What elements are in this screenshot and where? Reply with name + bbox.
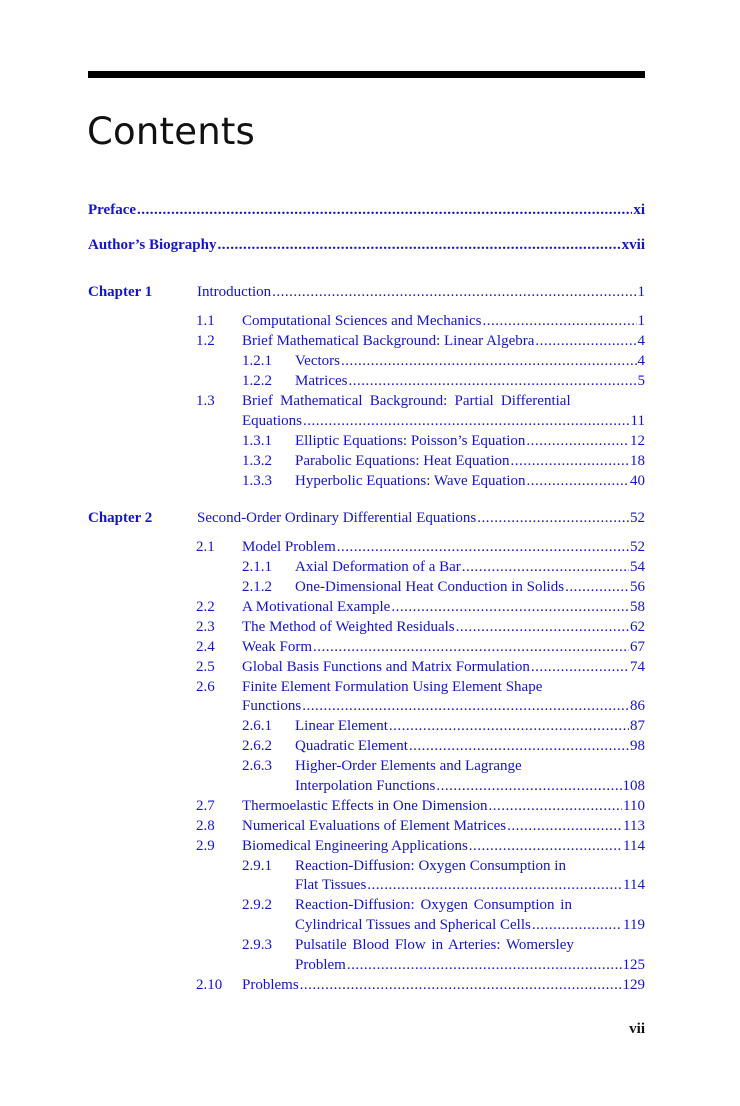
subsection-number: 1.2.2 (242, 373, 272, 389)
section-number: 1.1 (196, 313, 215, 329)
section-number: 2.4 (196, 639, 215, 655)
subsection-title: Parabolic Equations: Heat Equation (295, 453, 510, 469)
chapter-title: Introduction (197, 284, 272, 300)
toc-page-number: 125 (622, 957, 645, 973)
section-title-line2: Equations (242, 413, 302, 429)
toc-section[interactable] (196, 333, 645, 353)
toc-section[interactable] (196, 838, 645, 858)
toc-page-number: 74 (630, 659, 645, 675)
toc-page-number: 110 (623, 798, 645, 814)
toc-subsection[interactable] (242, 937, 645, 957)
subsection-number: 1.3.3 (242, 473, 272, 489)
section-title-line1: Finite Element Formulation Using Element Shape (242, 679, 543, 695)
section-title-line1: Brief Mathematical Background: Partial Differential (242, 393, 571, 409)
toc-page-number: 5 (637, 373, 645, 389)
toc-subsection[interactable] (242, 433, 645, 453)
page-title: Contents (87, 110, 256, 153)
subsection-number: 2.6.3 (242, 758, 272, 774)
subsection-title: Axial Deformation of a Bar (295, 559, 461, 575)
toc-page-number: 114 (623, 838, 645, 854)
toc-page-number: 56 (630, 579, 645, 595)
section-title: Brief Mathematical Background: Linear Algebra (242, 333, 535, 349)
toc-subsection[interactable] (242, 373, 645, 393)
dot-leader (532, 917, 622, 934)
subsection-title-line1: Pulsatile Blood Flow in Arteries: Womersley (295, 937, 574, 953)
section-title: Model Problem (242, 539, 336, 555)
toc-section[interactable] (196, 798, 645, 818)
section-title: The Method of Weighted Residuals (242, 619, 455, 635)
toc-section[interactable] (196, 639, 645, 659)
toc-page-number: 58 (630, 599, 645, 615)
subsection-number: 1.3.2 (242, 453, 272, 469)
dot-leader (347, 957, 622, 974)
subsection-title-line2: Interpolation Functions (295, 778, 436, 794)
dot-leader (456, 619, 629, 636)
dot-leader (436, 778, 621, 795)
subsection-number: 2.9.2 (242, 897, 272, 913)
section-number: 2.6 (196, 679, 215, 695)
subsection-number: 1.3.1 (242, 433, 272, 449)
toc-entry-title: Preface (88, 202, 137, 218)
section-number: 2.10 (196, 977, 223, 993)
section-number: 2.3 (196, 619, 215, 635)
toc-page-number: xi (633, 202, 645, 218)
dot-leader (348, 373, 636, 390)
toc-page-number: 87 (630, 718, 645, 734)
section-number: 1.3 (196, 393, 215, 409)
subsection-number: 2.9.1 (242, 858, 272, 874)
dot-leader (526, 433, 629, 450)
dot-leader (565, 579, 629, 596)
toc-page-number: 62 (630, 619, 645, 635)
toc-section[interactable] (196, 679, 645, 699)
toc-subsection[interactable] (242, 758, 645, 778)
subsection-number: 2.6.2 (242, 738, 272, 754)
subsection-number: 2.1.2 (242, 579, 272, 595)
toc-subsection-continued[interactable] (295, 877, 645, 897)
subsection-number: 1.2.1 (242, 353, 272, 369)
dot-leader (469, 838, 622, 855)
dot-leader (527, 473, 629, 490)
page-number-footer: vii (629, 1021, 645, 1037)
chapter-label: Chapter 2 (88, 510, 153, 526)
toc-page-number: 119 (623, 917, 645, 933)
toc-page-number: 113 (623, 818, 645, 834)
section-number: 2.1 (196, 539, 215, 555)
section-title: Weak Form (242, 639, 313, 655)
dot-leader (217, 237, 620, 254)
dot-leader (409, 738, 629, 755)
dot-leader (489, 798, 623, 815)
toc-page-number: 11 (630, 413, 645, 429)
subsection-title: One-Dimensional Heat Conduction in Solids (295, 579, 565, 595)
section-title-line2: Functions (242, 698, 302, 714)
toc-section[interactable] (196, 659, 645, 679)
toc-entry-preface[interactable] (88, 202, 645, 222)
toc-page-number: 114 (623, 877, 645, 893)
subsection-number: 2.9.3 (242, 937, 272, 953)
subsection-number: 2.1.1 (242, 559, 272, 575)
dot-leader (483, 313, 637, 330)
dot-leader (341, 353, 637, 370)
toc-section[interactable] (196, 599, 645, 619)
toc-page-number: 4 (637, 333, 645, 349)
toc-subsection[interactable] (242, 897, 645, 917)
section-title: Computational Sciences and Mechanics (242, 313, 482, 329)
toc-section-continued[interactable] (242, 698, 645, 718)
section-title: Thermoelastic Effects in One Dimension (242, 798, 488, 814)
subsection-title-line1: Reaction-Diffusion: Oxygen Consumption in (295, 858, 566, 874)
toc-page-number: 1 (637, 313, 645, 329)
toc-chapter-2[interactable] (88, 510, 645, 530)
section-number: 2.2 (196, 599, 215, 615)
toc-section-continued[interactable] (242, 413, 645, 433)
dot-leader (367, 877, 622, 894)
dot-leader (462, 559, 629, 576)
toc-subsection[interactable] (242, 559, 645, 579)
toc-section[interactable] (196, 393, 645, 413)
toc-subsection[interactable] (242, 473, 645, 493)
toc-page-number: 12 (630, 433, 645, 449)
toc-section[interactable] (196, 818, 645, 838)
toc-page-number: xvii (621, 237, 645, 253)
toc-subsection[interactable] (242, 579, 645, 599)
toc-subsection-continued[interactable] (295, 778, 645, 798)
subsection-number: 2.6.1 (242, 718, 272, 734)
dot-leader (511, 453, 629, 470)
toc-page-number: 108 (622, 778, 645, 794)
subsection-title-line2: Cylindrical Tissues and Spherical Cells (295, 917, 531, 933)
subsection-title-line2: Flat Tissues (295, 877, 367, 893)
dot-leader (535, 333, 636, 350)
toc-page-number: 86 (630, 698, 645, 714)
toc-entry-title: Author’s Biography (88, 237, 217, 253)
toc-page-number: 98 (630, 738, 645, 754)
toc-chapter-1[interactable] (88, 284, 645, 304)
dot-leader (337, 539, 629, 556)
toc-page-number: 129 (622, 977, 645, 993)
section-number: 1.2 (196, 333, 215, 349)
subsection-title-line2: Problem (295, 957, 346, 973)
section-title: A Motivational Example (242, 599, 391, 615)
dot-leader (272, 284, 636, 301)
dot-leader (391, 599, 629, 616)
subsection-title: Hyperbolic Equations: Wave Equation (295, 473, 526, 489)
toc-page-number: 18 (630, 453, 645, 469)
dot-leader (303, 413, 630, 430)
toc-page-number: 4 (637, 353, 645, 369)
section-title: Biomedical Engineering Applications (242, 838, 468, 854)
toc-section[interactable] (196, 539, 645, 559)
dot-leader (313, 639, 629, 656)
subsection-title: Linear Element (295, 718, 388, 734)
dot-leader (477, 510, 629, 527)
chapter-label: Chapter 1 (88, 284, 153, 300)
dot-leader (300, 977, 622, 994)
toc-page-number: 1 (637, 284, 645, 300)
chapter-title: Second-Order Ordinary Differential Equations (197, 510, 477, 526)
dot-leader (302, 698, 629, 715)
section-number: 2.9 (196, 838, 215, 854)
toc-entry-authors-biography[interactable] (88, 237, 645, 257)
section-title: Global Basis Functions and Matrix Formulation (242, 659, 530, 675)
toc-subsection-continued[interactable] (295, 917, 645, 937)
subsection-title: Vectors (295, 353, 340, 369)
toc-section[interactable] (196, 313, 645, 333)
subsection-title-line1: Higher-Order Elements and Lagrange (295, 758, 522, 774)
toc-page-number: 67 (630, 639, 645, 655)
subsection-title: Elliptic Equations: Poisson’s Equation (295, 433, 526, 449)
toc-page-number: 54 (630, 559, 645, 575)
toc-subsection[interactable] (242, 453, 645, 473)
subsection-title-line1: Reaction-Diffusion: Oxygen Consumption in (295, 897, 572, 913)
toc-subsection[interactable] (242, 353, 645, 373)
toc-section[interactable] (196, 977, 645, 997)
subsection-title: Matrices (295, 373, 348, 389)
toc-page-number: 52 (630, 510, 645, 526)
section-number: 2.5 (196, 659, 215, 675)
toc-subsection[interactable] (242, 858, 645, 878)
toc-subsection[interactable] (242, 738, 645, 758)
toc-page-number: 52 (630, 539, 645, 555)
section-title: Problems (242, 977, 299, 993)
toc-page-number: 40 (630, 473, 645, 489)
dot-leader (531, 659, 629, 676)
toc-subsection-continued[interactable] (295, 957, 645, 977)
dot-leader (389, 718, 629, 735)
dot-leader (137, 202, 632, 219)
dot-leader (507, 818, 622, 835)
section-number: 2.7 (196, 798, 215, 814)
section-number: 2.8 (196, 818, 215, 834)
toc-section[interactable] (196, 619, 645, 639)
section-title: Numerical Evaluations of Element Matrices (242, 818, 507, 834)
subsection-title: Quadratic Element (295, 738, 408, 754)
toc-subsection[interactable] (242, 718, 645, 738)
